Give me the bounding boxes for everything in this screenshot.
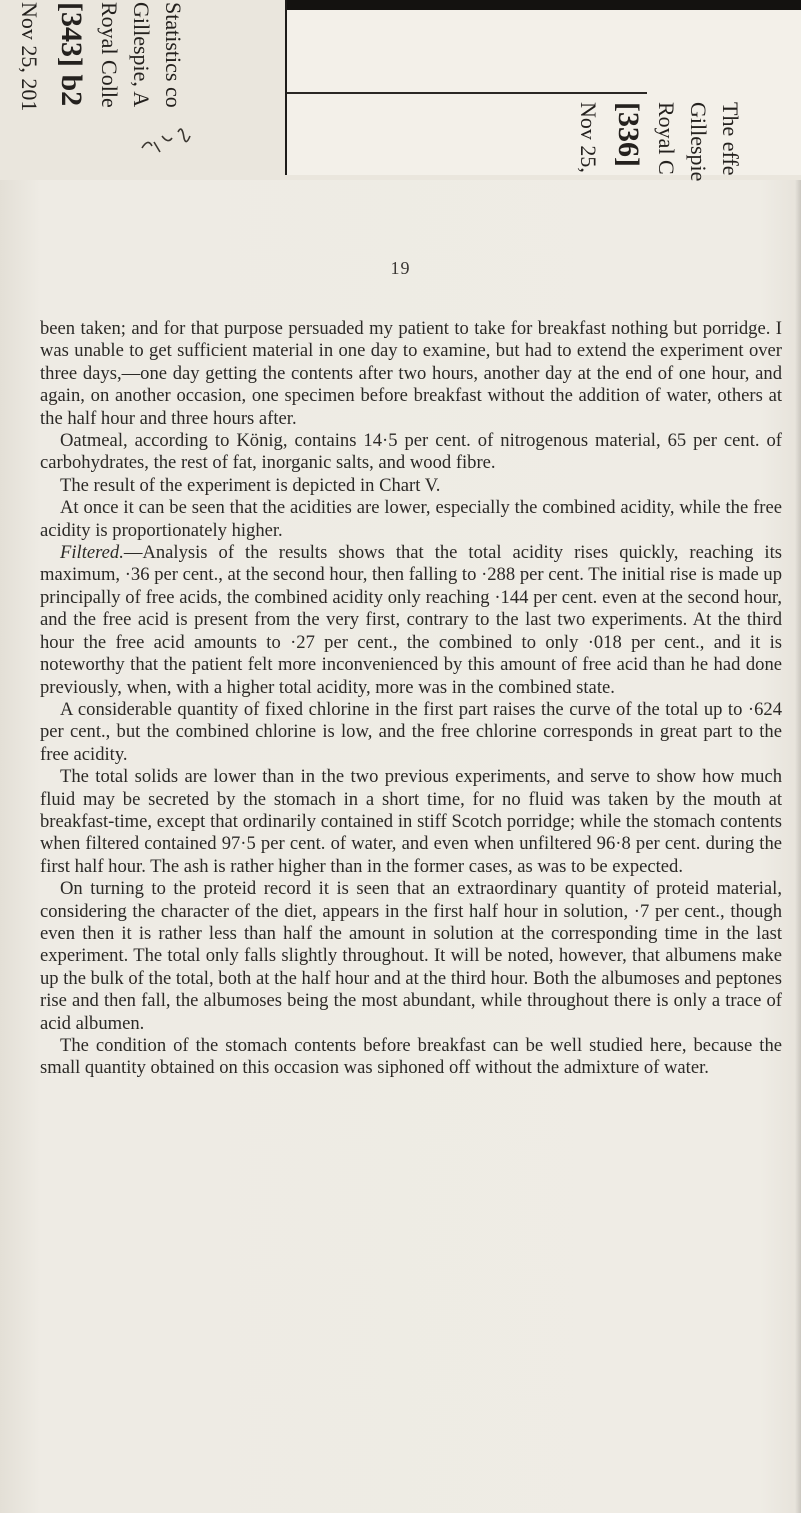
paragraph (40, 497, 782, 542)
paragraph-text: been taken; and for that purpose persuaded my patient to take for breakfast nothing but porridge. I was unable to get sufficient material in one day to examine, but had to extend the experiment over three days,—one day getting the contents after two hours, another day at the end of one hour, and again, on another occasion, one specimen before breakfast without the addition of water, others at the half hour and three hours after. (40, 318, 782, 429)
paragraph (40, 542, 782, 699)
slip-right-line-4: [336] (612, 102, 645, 167)
catalogue-slip-strip (0, 0, 801, 180)
body-text (40, 318, 782, 1080)
paragraph-text: At once it can be seen that the acidities are lower, especially the combined acidity, while the free acidity is proportionately higher. (40, 497, 782, 541)
slip-right-line-3: Royal C (654, 102, 679, 175)
slip-left-line-5: Nov 25, 201 (17, 2, 42, 112)
slip-top-bar (287, 0, 801, 10)
paragraph (40, 430, 782, 475)
paragraph-text: Oatmeal, according to König, contains 14·5 per cent. of nitrogenous material, 65 per cent. of carbohydrates, the rest of fat, inorganic salts, and wood fibre. (40, 430, 782, 474)
paragraph-text: On turning to the proteid record it is seen that an extraordinary quantity of proteid material, considering the character of the diet, appears in the first half hour in solution, ·7 per cent., though even then it is rather less than half the amount in solution at the corresponding time in the last experiment. The total only falls slightly throughout. It will be noted, however, that albumens make up the bulk of the total, both at the half hour and at the third hour. Both the albumoses and peptones rise and then fall, the albumoses being the most abundant, while throughout there is only a trace of acid albumen. (40, 878, 782, 1034)
paragraph-text: —Analysis of the results shows that the total acidity rises quickly, reaching its maximum, ·36 per cent., at the second hour, then falling to ·288 per cent. The initial rise is made up principally of free acids, the combined acidity only reaching ·144 per cent. even at the second hour, and the free acid is present from the very first, contrary to the last two experiments. At the third hour the free acid amounts to ·27 per cent., the combined to only ·018 per cent., and it is noteworthy that the patient felt more inconvenienced by this amount of free acid than he had done previously, when, with a higher total acidity, more was in the combined state. (40, 542, 782, 698)
page-edge-shadow (795, 180, 801, 1513)
catalogue-slip-left (10, 0, 200, 170)
paragraph-lead: Filtered. (60, 542, 124, 564)
handwritten-mark (140, 118, 220, 158)
slip-left-line-3: Royal Colle (97, 2, 122, 108)
slip-left-line-4: [343] b2 (55, 2, 88, 107)
slip-rule (287, 92, 647, 94)
paragraph (40, 475, 782, 497)
slip-right-line-2: Gillespie (686, 102, 711, 182)
slip-left-line-2: Gillespie, A (129, 2, 154, 108)
paragraph (40, 318, 782, 430)
paragraph-text: The total solids are lower than in the two previous experiments, and serve to show how much fluid may be secreted by the stomach in a short time, for no fluid was taken by the mouth at breakfast-time, except that ordinarily contained in stiff Scotch porridge; while the stomach contents when filtered contained 97·5 per cent. of water, and even when unfiltered 96·8 per cent. during the first half hour. The ash is rather higher than in the former cases, as was to be expected. (40, 766, 782, 877)
paragraph-text: The result of the experiment is depicted in Chart V. (60, 474, 441, 496)
paragraph-text: A considerable quantity of fixed chlorine in the first part raises the curve of the total up to ·624 per cent., but the combined chlorine is low, and the free chlorine corresponds in great part to the free acidity. (40, 698, 782, 765)
slip-left-line-1: Statistics co (161, 2, 186, 108)
paragraph (40, 766, 782, 878)
paragraph (40, 699, 782, 766)
catalogue-slip-right (285, 0, 801, 182)
paragraph (40, 878, 782, 1035)
slip-right-line-1: The effe (718, 102, 743, 176)
page-number: 19 (390, 258, 411, 278)
paragraph (40, 1035, 782, 1080)
paragraph-text: The condition of the stomach contents before breakfast can be well studied here, because the small quantity obtained on this occasion was siphoned off without the admixture of water. (40, 1035, 782, 1079)
slip-right-line-5: Nov 25, (576, 102, 601, 173)
